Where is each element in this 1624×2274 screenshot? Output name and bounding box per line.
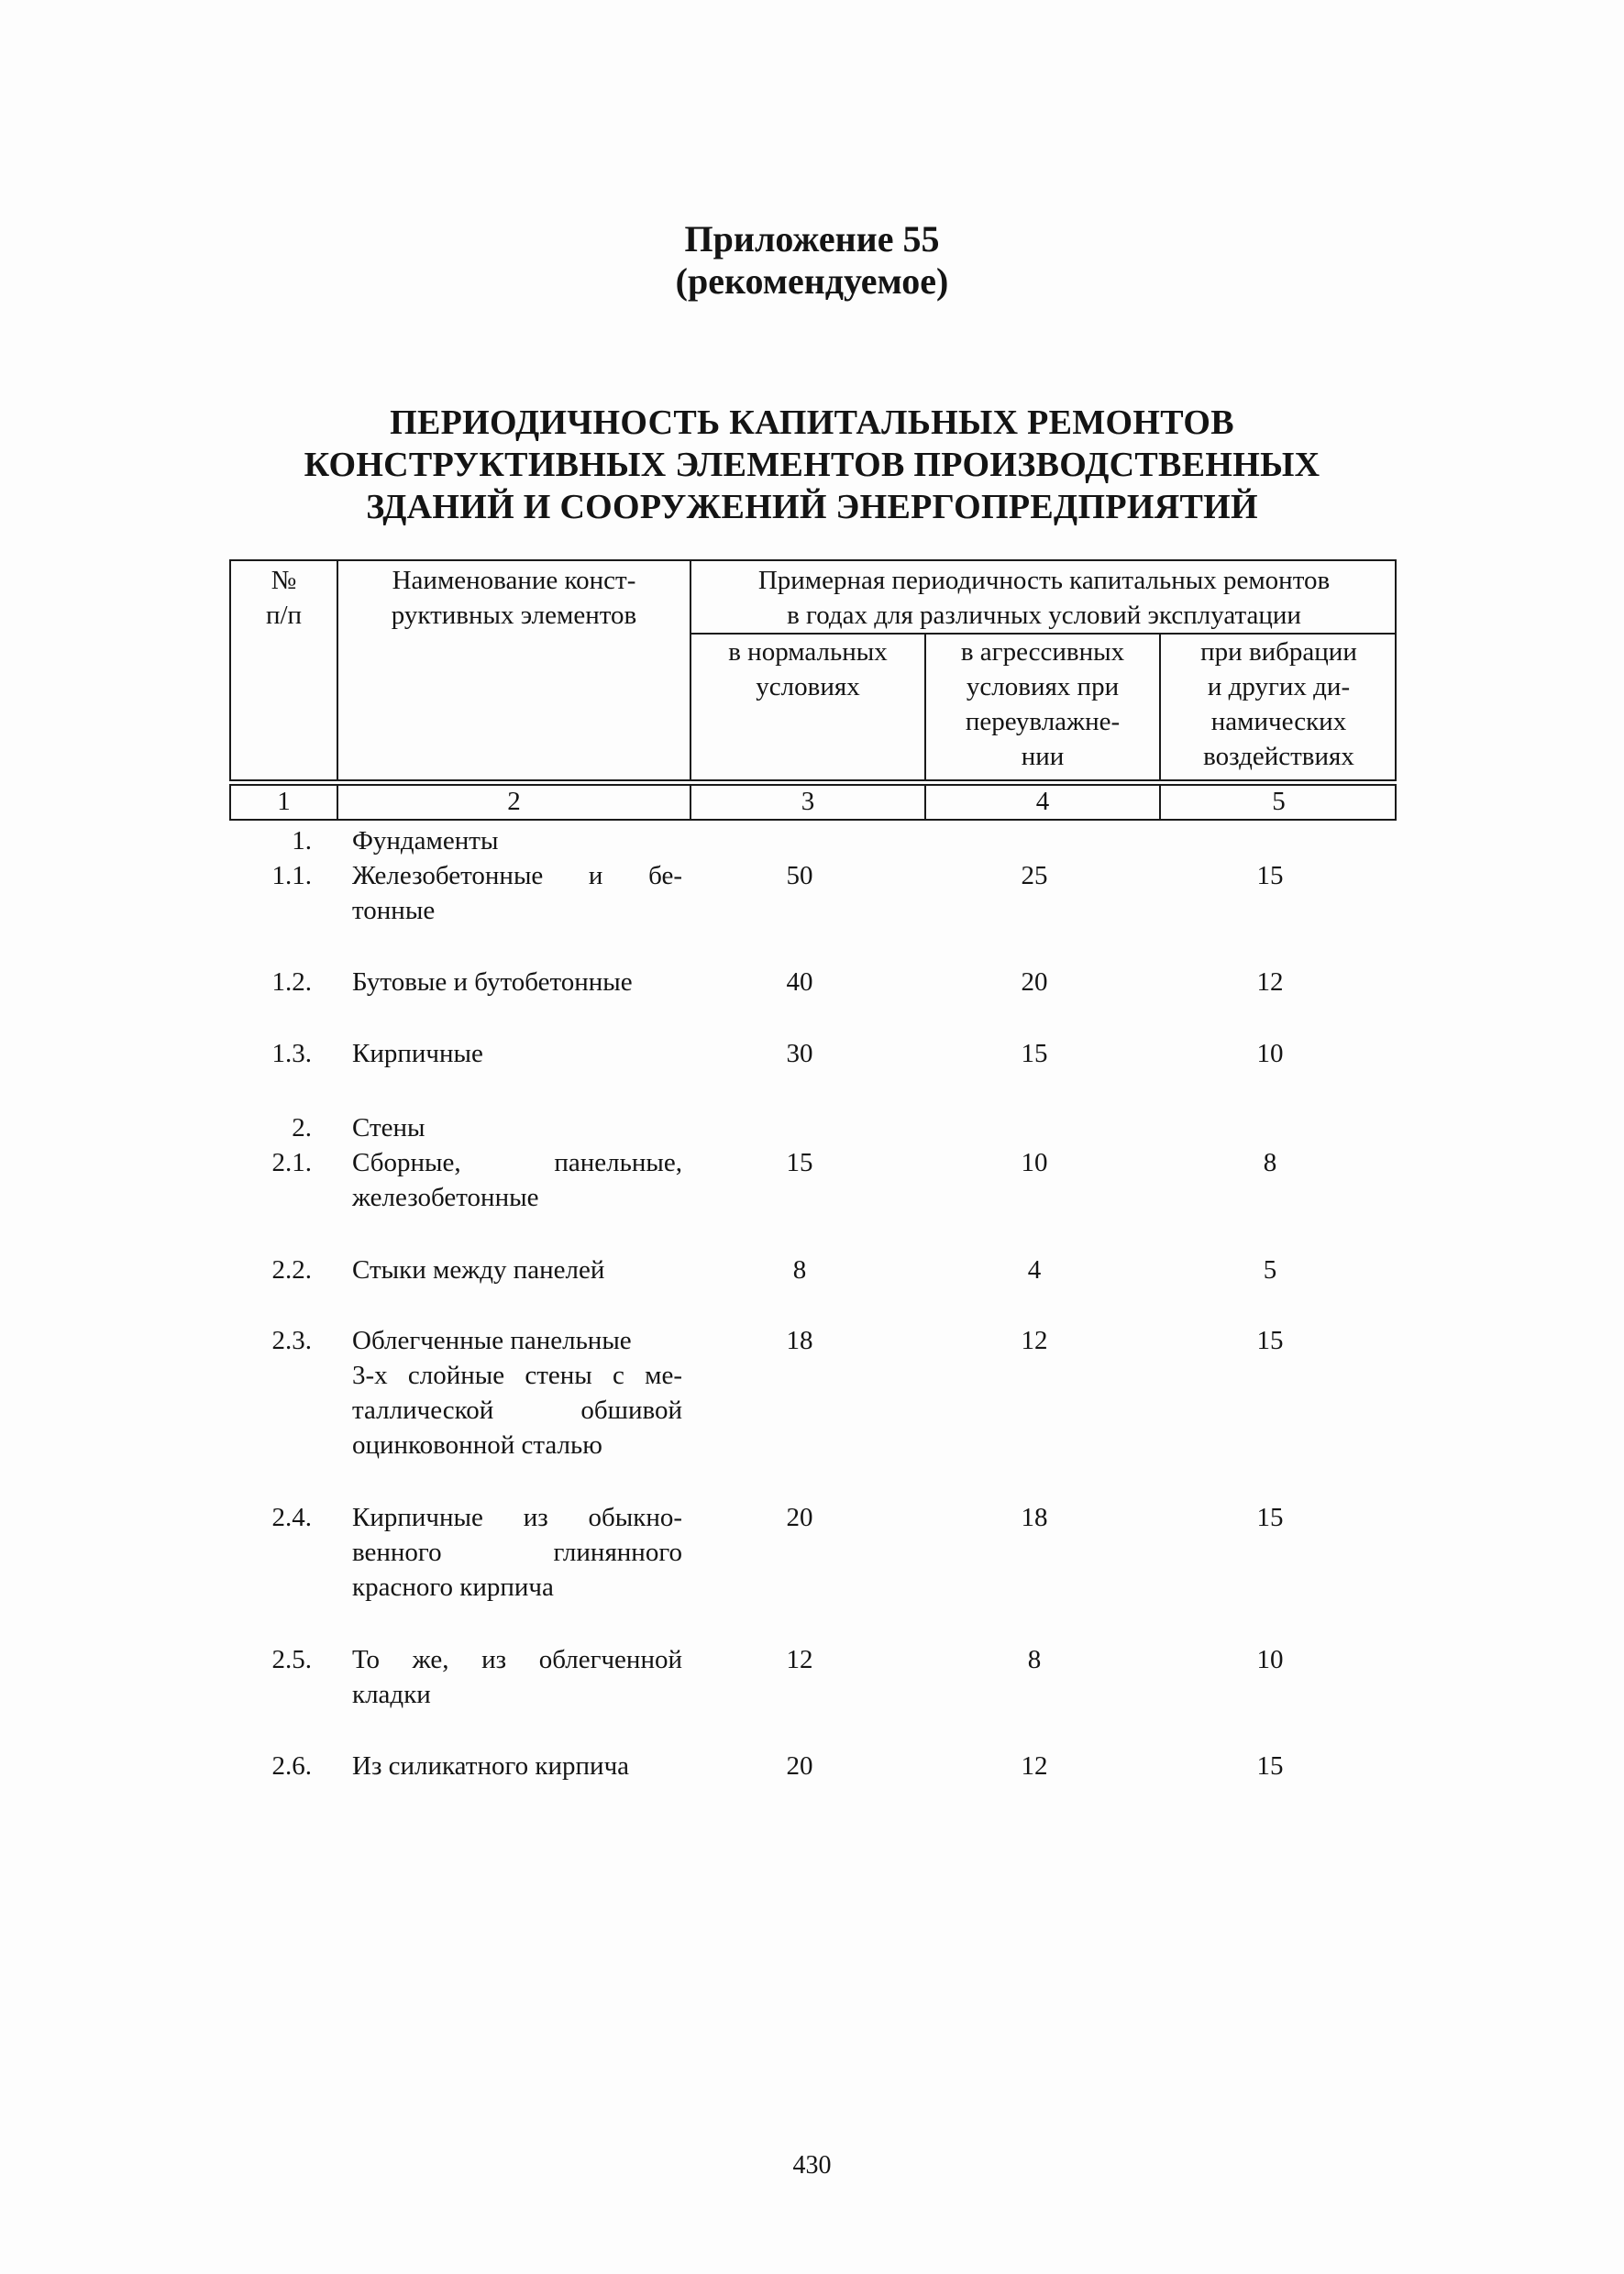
header-col-aggressive <box>926 635 1159 774</box>
row-name-line: Облегченные панельные <box>352 1326 632 1355</box>
value-aggressive: 8 <box>1027 1645 1042 1674</box>
row-name-line: красного кирпича <box>352 1573 554 1602</box>
header-col-name <box>338 563 690 633</box>
value-vibration: 15 <box>1256 1503 1284 1532</box>
row-name <box>352 965 682 999</box>
header-text: условиях при <box>966 672 1120 701</box>
table-header <box>229 559 1397 781</box>
row-number: 2.1. <box>271 1148 312 1177</box>
row-name <box>352 1642 682 1712</box>
page-number: 430 <box>792 2151 832 2180</box>
header-col-no <box>231 563 337 633</box>
row-name-line: 3-х слойные стены с ме- <box>352 1361 682 1390</box>
title-line: КОНСТРУКТИВНЫХ ЭЛЕМЕНТОВ ПРОИЗВОДСТВЕННЫХ <box>304 446 1320 484</box>
header-col-group <box>691 563 1397 633</box>
row-name <box>352 1036 682 1071</box>
page-title <box>0 402 1624 528</box>
header-text: Наименование конст- <box>392 566 636 595</box>
row-number: 2.5. <box>271 1645 312 1674</box>
header-text: Примерная периодичность капитальных ремонтов <box>757 566 1331 595</box>
value-normal: 20 <box>786 1751 813 1781</box>
header-text: условиях <box>756 672 860 701</box>
value-normal: 15 <box>786 1148 813 1177</box>
value-aggressive: 10 <box>1021 1148 1048 1177</box>
row-number: 2.3. <box>271 1326 312 1355</box>
row-name-line: Кирпичные <box>352 1039 483 1068</box>
row-name-line: Железобетонные и бе- <box>352 861 682 890</box>
value-vibration: 15 <box>1256 1326 1284 1355</box>
title-line: ПЕРИОДИЧНОСТЬ КАПИТАЛЬНЫХ РЕМОНТОВ <box>390 403 1234 442</box>
header-col-normal <box>691 635 924 704</box>
row-name-line: Бутовые и бутобетонные <box>352 967 633 997</box>
row-name-line: Кирпичные из обыкно- <box>352 1503 682 1532</box>
row-name-line: кладки <box>352 1680 431 1709</box>
value-vibration: 15 <box>1256 861 1284 890</box>
value-normal: 20 <box>786 1503 813 1532</box>
row-name <box>352 858 682 928</box>
value-aggressive: 12 <box>1021 1326 1048 1355</box>
row-name <box>352 1323 682 1463</box>
value-vibration: 15 <box>1256 1751 1284 1781</box>
row-name-line: оцинковонной сталью <box>352 1430 602 1460</box>
row-number: 1.3. <box>271 1039 312 1068</box>
row-number: 2.6. <box>271 1751 312 1781</box>
row-number: 1. <box>292 826 312 856</box>
row-name-line: Стены <box>352 1113 425 1143</box>
column-number: 3 <box>801 787 815 816</box>
header-text: при вибрации <box>1200 637 1357 667</box>
header-text: воздействиях <box>1203 742 1354 771</box>
column-number: 2 <box>507 787 521 816</box>
value-aggressive: 25 <box>1021 861 1048 890</box>
row-name-line: тонные <box>352 896 436 925</box>
row-name-line: Стыки между панелей <box>352 1255 605 1285</box>
header-text: п/п <box>265 601 303 630</box>
header-text: и других ди- <box>1207 672 1351 701</box>
row-number: 1.1. <box>271 861 312 890</box>
header-text: в годах для различных условий эксплуатации <box>787 601 1301 630</box>
value-aggressive: 12 <box>1021 1751 1048 1781</box>
value-normal: 12 <box>786 1645 813 1674</box>
row-name-line: Из силикатного кирпича <box>352 1751 630 1781</box>
value-vibration: 5 <box>1263 1255 1277 1285</box>
row-name <box>352 1110 682 1145</box>
row-number: 1.2. <box>271 967 312 997</box>
row-name <box>352 1253 682 1287</box>
row-name-line: таллической обшивой <box>352 1396 682 1425</box>
column-number: 4 <box>1035 787 1050 816</box>
value-normal: 40 <box>786 967 813 997</box>
value-normal: 50 <box>786 861 813 890</box>
appendix-status: (рекомендуемое) <box>675 260 949 302</box>
row-name-line: Фундаменты <box>352 826 499 856</box>
column-number-row <box>229 784 1397 821</box>
row-number: 2. <box>292 1113 312 1143</box>
header-text: переувлажне- <box>965 707 1121 736</box>
value-vibration: 10 <box>1256 1645 1284 1674</box>
value-normal: 8 <box>792 1255 807 1285</box>
appendix-heading <box>0 218 1624 303</box>
value-vibration: 10 <box>1256 1039 1284 1068</box>
value-aggressive: 4 <box>1027 1255 1042 1285</box>
appendix-label: Приложение 55 <box>684 218 940 259</box>
row-number: 2.4. <box>271 1503 312 1532</box>
value-normal: 30 <box>786 1039 813 1068</box>
value-aggressive: 18 <box>1021 1503 1048 1532</box>
row-name-line: То же, из облегченной <box>352 1645 682 1674</box>
header-text: в нормальных <box>728 637 888 667</box>
header-text: намических <box>1210 707 1347 736</box>
value-vibration: 12 <box>1256 967 1284 997</box>
header-text: № <box>271 566 297 595</box>
column-number: 5 <box>1272 787 1286 816</box>
header-text: нии <box>1021 742 1065 771</box>
column-number: 1 <box>277 787 291 816</box>
header-text: руктивных элементов <box>391 601 637 630</box>
value-aggressive: 15 <box>1021 1039 1048 1068</box>
title-line: ЗДАНИЙ И СООРУЖЕНИЙ ЭНЕРГОПРЕДПРИЯТИЙ <box>366 488 1258 526</box>
value-normal: 18 <box>786 1326 813 1355</box>
row-name <box>352 1145 682 1215</box>
row-name-line: Сборные, панельные, <box>352 1148 682 1177</box>
row-name-line: венного глинянного <box>352 1538 682 1567</box>
header-col-vibration <box>1161 635 1397 774</box>
value-aggressive: 20 <box>1021 967 1048 997</box>
header-text: в агрессивных <box>960 637 1125 667</box>
row-name <box>352 1500 682 1605</box>
row-number: 2.2. <box>271 1255 312 1285</box>
row-name <box>352 1749 682 1783</box>
value-vibration: 8 <box>1263 1148 1277 1177</box>
row-name <box>352 823 682 858</box>
row-name-line: железобетонные <box>352 1183 539 1212</box>
